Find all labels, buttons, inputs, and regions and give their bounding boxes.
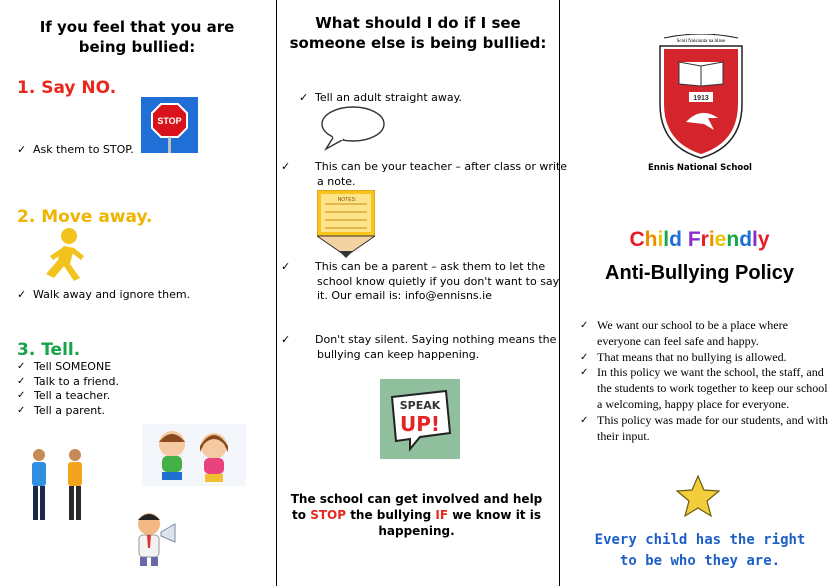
svg-text:STOP: STOP <box>157 116 182 126</box>
step1-item: ✓ Ask them to STOP. <box>17 143 134 156</box>
list-item: ✓ This policy was made for our students, and with their input. <box>580 413 828 445</box>
running-person-icon <box>36 226 94 282</box>
svg-text:SPEAK: SPEAK <box>399 399 441 412</box>
title-letter: l <box>663 228 670 251</box>
title-letter: d <box>739 228 753 251</box>
title-letter: l <box>752 228 758 251</box>
title-letter: F <box>687 228 701 251</box>
svg-text:UP!: UP! <box>399 412 441 436</box>
svg-text:NOTES:: NOTES: <box>337 197 357 203</box>
list-item: ✓ That means that no bullying is allowed. <box>580 350 828 366</box>
step-move-away: 2. Move away. <box>17 207 153 227</box>
speak-up-image <box>380 379 460 459</box>
col2-item: ✓ Don't stay silent. Saying nothing means the bullying can keep happening. <box>281 333 557 361</box>
megaphone-kid-image <box>127 508 183 566</box>
title-letter: n <box>726 228 740 251</box>
list-item: ✓ In this policy we want the school, the staff, and the students to work together to keep our school a welcoming, happy place for everyone. <box>580 365 828 412</box>
step-say-no: 1. Say NO. <box>17 78 117 98</box>
col1-title: If you feel that you are being bullied: <box>39 18 235 56</box>
title-letter: e <box>714 228 727 251</box>
notepad-pencil-icon <box>317 190 375 258</box>
col2-item: ✓ This can be your teacher – after class or write a note. <box>281 160 568 188</box>
step-tell: 3. Tell. <box>17 340 81 360</box>
star-icon <box>675 474 721 518</box>
school-crest-logo <box>656 34 746 162</box>
title-letter: y <box>757 228 770 251</box>
people-talking-image <box>25 447 97 523</box>
title-letter: d <box>669 228 682 251</box>
title-letter: C <box>629 228 645 251</box>
list-item: ✓ Tell SOMEONE <box>17 360 237 375</box>
svg-text:Scoil Naisiunta na hInse: Scoil Naisiunta na hInse <box>676 39 726 44</box>
step2-item: ✓ Walk away and ignore them. <box>17 288 191 301</box>
policy-title-line2: Anti-Bullying Policy <box>605 262 794 284</box>
col2-footer: The school can get involved and help to STOP the bullying IF we know it is happening. <box>290 492 543 538</box>
step3-list <box>17 360 237 418</box>
list-item: ✓ Tell a teacher. <box>17 389 237 404</box>
col2-title: What should I do if I see someone else is being bullied: <box>289 14 547 52</box>
check-icon: ✓ <box>281 333 291 346</box>
list-item: ✓ Tell a parent. <box>17 404 237 419</box>
col2-item: ✓ This can be a parent – ask them to let the school know quietly if you don't want to say it. Our email is: info@ennisns.ie <box>281 260 560 302</box>
column-see-bullying <box>277 0 568 586</box>
list-item: ✓ Talk to a friend. <box>17 375 237 390</box>
title-letter: h <box>644 228 658 251</box>
col2-item: ✓ Tell an adult straight away. <box>299 91 463 104</box>
speech-bubble-icon <box>320 105 386 151</box>
title-letter: r <box>700 228 709 251</box>
check-icon: ✓ <box>17 288 27 301</box>
check-icon: ✓ <box>281 260 291 273</box>
child-friendly-title <box>629 228 769 251</box>
kids-talking-image <box>142 424 246 486</box>
school-name: Ennis National School <box>648 163 752 173</box>
stop-sign-icon <box>141 97 198 153</box>
policy-title-line1 <box>560 228 839 252</box>
list-item: ✓ We want our school to be a place where everyone can feel safe and happy. <box>580 318 828 350</box>
check-icon: ✓ <box>299 91 309 104</box>
title-letter: i <box>708 228 715 251</box>
policy-list <box>580 318 828 444</box>
svg-text:1913: 1913 <box>693 95 709 102</box>
title-letter: i <box>657 228 664 251</box>
check-icon: ✓ <box>281 160 291 173</box>
column-policy <box>560 0 839 586</box>
check-icon: ✓ <box>17 143 27 156</box>
stop-sign-image <box>141 97 198 153</box>
closing-statement: Every child has the right to be who they are. <box>594 532 806 569</box>
column-being-bullied <box>0 0 276 586</box>
